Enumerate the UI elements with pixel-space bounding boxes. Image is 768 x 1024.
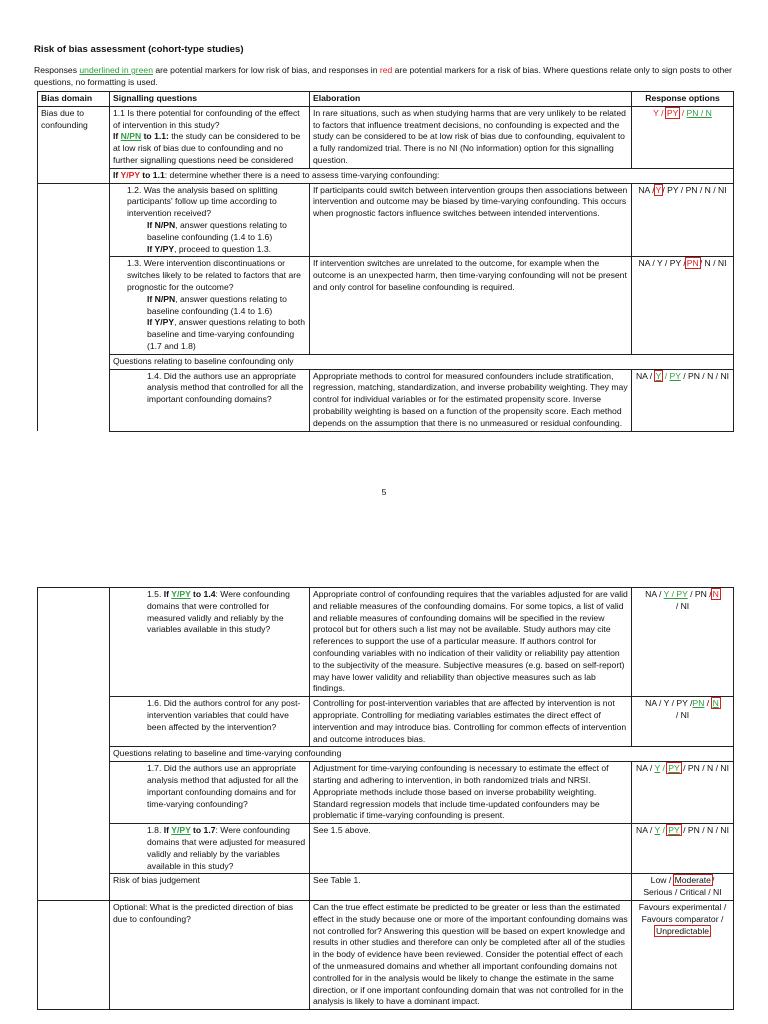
question-1-1-note xyxy=(113,131,306,166)
header-response-options: Response options xyxy=(632,92,734,107)
judgement-response xyxy=(632,874,734,901)
resp-unpredictable-selected: Unpredictable xyxy=(655,925,710,936)
response-1-3 xyxy=(632,257,734,354)
optional-question: Optional: What is the predicted direction of bias due to confounding? xyxy=(110,900,310,1009)
page-6 xyxy=(0,584,768,1024)
row-judgement xyxy=(38,874,734,901)
intro-green-term: underlined in green xyxy=(79,65,153,75)
response-1-5 xyxy=(632,588,734,697)
elaboration-1-2: If participants could switch between intervention groups then associations between intervention and outcome may be biased by time-varying confounding. This occurs when prognostic factors influence switches between intended interventions. xyxy=(310,183,632,257)
intro-text-1: Responses xyxy=(34,65,80,75)
q-num: 1.5. xyxy=(147,589,164,599)
if-rest: to 1.1: xyxy=(141,131,169,142)
row-q1-6 xyxy=(38,697,734,747)
elaboration-1-7: Adjustment for time-varying confounding is necessary to estimate the effect of starting and adhering to intervention, in both randomized trials and NRSI. Appropriate methods include those based on inverse probability weighting. Standard regression models that include time-updated confounders may be problematic if time-varying confounding is present. xyxy=(310,762,632,824)
resp-favours: Favours experimental / Favours comparator / xyxy=(638,901,727,924)
resp-sep: / xyxy=(658,107,666,118)
q-text: : Were confounding domains that were adjusted for measured validly and reliably by the variables available in this study? xyxy=(147,825,306,871)
resp-y-selected: Y xyxy=(655,370,662,381)
q-text: : Were confounding domains that were controlled for measured validly and reliably by the variables available in this study? xyxy=(147,589,290,635)
question-1-1-text: 1.1 Is there potential for confounding of the effect of intervention in this study? xyxy=(113,107,300,130)
domain-cell-blank-3 xyxy=(38,900,110,1009)
resp-ni: / NI xyxy=(675,709,690,720)
resp-ni: / NI xyxy=(675,600,690,611)
question-1-2-if1 xyxy=(113,220,306,244)
if-npn-text: , answer questions relating to baseline confounding (1.4 to 1.6) xyxy=(147,293,287,316)
intro-paragraph xyxy=(34,65,744,88)
span1-text: : determine whether there is a need to assess time-varying confounding: xyxy=(164,169,440,180)
header-signalling-questions: Signalling questions xyxy=(110,92,310,107)
resp-rest: / PN / N / NI xyxy=(683,763,729,774)
resp-rest: / PN / N / NI xyxy=(683,370,730,381)
resp-py-selected: PY xyxy=(666,107,679,118)
question-1-6-text: 1.6. Did the authors control for any post-intervention variables that could have been affected by the intervention? xyxy=(147,698,301,732)
response-1-7: NA / Y / PY / PN / N / NI xyxy=(632,762,734,824)
if-code-npn: N/PN xyxy=(120,131,142,142)
resp-pn: PN xyxy=(692,698,705,709)
response-1-4: NA / Y / PY / PN / N / NI xyxy=(632,369,734,431)
if-ypy-text: , answer questions relating to both baseline and time-varying confounding (1.7 and 1.8) xyxy=(147,317,305,351)
table-header-row xyxy=(38,92,734,107)
judgement-label: Risk of bias judgement xyxy=(110,874,310,901)
row-span-3 xyxy=(38,747,734,762)
resp-sep: / xyxy=(704,698,712,709)
span1-prefix: If xyxy=(113,169,121,180)
question-1-3 xyxy=(110,257,310,354)
resp-pn-selected: PN xyxy=(686,258,699,269)
row-q1-7 xyxy=(38,762,734,824)
if-prefix: If xyxy=(163,589,172,599)
question-1-3-if1 xyxy=(113,294,306,318)
question-1-8 xyxy=(110,824,310,874)
row-q1-2 xyxy=(38,183,734,257)
row-optional xyxy=(38,900,734,1009)
question-1-7 xyxy=(110,762,310,824)
intro-red-term: red xyxy=(379,65,393,75)
if-npn-label: If N/PN xyxy=(147,219,176,230)
if-ypy-text: , proceed to question 1.3. xyxy=(174,243,272,254)
row-span-2 xyxy=(38,354,734,369)
if-prefix: If xyxy=(113,131,121,142)
response-1-2 xyxy=(632,183,734,257)
resp-y: Y xyxy=(654,763,661,774)
question-1-3-if2 xyxy=(113,317,306,352)
optional-elaboration: Can the true effect estimate be predicted to be greater or less than the estimated effect in the study because one or more of the important confounding domains was not controlled for? Answering this question will be based on expert knowledge and results in other studies and therefore can only be completed after all of the studies in the body of evidence have been reviewed. Consider the potential effect of each of the unmeasured domains and whether all important confounding domains not controlled for in the analysis would be likely to change the estimate in the same direction, or if one important confounding domain that was not controlled for in the analysis is likely to have a dominant impact. xyxy=(310,900,632,1009)
if-rest: to 1.7 xyxy=(190,825,216,836)
resp-na: NA / xyxy=(645,589,662,599)
elaboration-1-4: Appropriate methods to control for measured confounders include stratification, regression, matching, standardization, and inverse probability weighting. They may control for individual variables or for the estimated propensity score. Inverse probability weighting is based on a function of the propensity score. Each method depends on the assumption that there is no unmeasured or residual confounding. xyxy=(310,369,632,431)
elaboration-1-8: See 1.5 above. xyxy=(310,824,632,874)
if-npn-text: , answer questions relating to baseline confounding (1.4 to 1.6) xyxy=(147,219,287,242)
question-1-4-text: 1.4. Did the authors use an appropriate analysis method that controlled for all the important confounding domains? xyxy=(147,370,304,405)
header-bias-domain: Bias domain xyxy=(38,92,110,107)
header-elaboration: Elaboration xyxy=(310,92,632,107)
judgement-elaboration: See Table 1. xyxy=(310,874,632,901)
rob-table-page1 xyxy=(37,91,734,432)
resp-low: Low / xyxy=(650,875,672,886)
question-1-2-if2 xyxy=(113,244,306,256)
response-1-1 xyxy=(632,106,734,168)
resp-rest: / PY / PN / N / NI xyxy=(662,184,727,195)
resp-py-selected: PY xyxy=(668,825,680,836)
row-q1-3 xyxy=(38,257,734,354)
resp-rest: / Serious / Critical / NI xyxy=(643,875,722,898)
page-gap xyxy=(0,520,768,584)
resp-rest: / N / NI xyxy=(699,258,727,269)
row-q1-4 xyxy=(38,369,734,431)
resp-na-y-py: NA / Y / PY / xyxy=(645,698,693,709)
question-1-8-text xyxy=(113,825,306,872)
resp-n-selected: N xyxy=(712,698,719,709)
domain-cell-blank-2 xyxy=(38,588,110,901)
span-row-2: Questions relating to baseline confounding only xyxy=(110,354,734,369)
span-row-3: Questions relating to baseline and time-varying confounding xyxy=(110,747,734,762)
resp-na: NA / xyxy=(635,370,653,381)
resp-py: PY xyxy=(669,370,681,381)
question-1-2-text: 1.2. Was the analysis based on splitting participants' follow up time according to intervention received? xyxy=(127,184,278,219)
optional-response xyxy=(632,900,734,1009)
span1-rest: to 1.1 xyxy=(139,169,165,180)
rob-table-page2 xyxy=(37,587,734,1010)
intro-text-2: are potential markers for low risk of bias, and responses in xyxy=(152,65,380,75)
resp-na-y-py: NA / Y / PY / xyxy=(638,258,686,269)
resp-n-selected: N xyxy=(712,589,719,599)
response-1-8: NA / Y / PY / PN / N / NI xyxy=(632,824,734,874)
resp-y-selected: Y xyxy=(655,184,662,195)
resp-pn: / PN / xyxy=(687,589,712,599)
if-code: Y/PY xyxy=(171,825,191,836)
resp-sep-2: / xyxy=(679,107,687,118)
if-npn-label: If N/PN xyxy=(147,293,176,304)
row-span-1 xyxy=(38,168,734,183)
if-ypy-label: If Y/PY xyxy=(147,243,175,254)
elaboration-1-3: If intervention switches are unrelated to the outcome, for example when the outcome is an unexpected harm, then time-varying confounding will not be present and only control for baseline confounding is required. xyxy=(310,257,632,354)
span1-code: Y/PY xyxy=(120,169,140,180)
span-row-1 xyxy=(110,168,734,183)
elaboration-1-5: Appropriate control of confounding requires that the variables adjusted for are valid and reliable measures of the confounding domains. For some topics, a list of valid and reliable measures of confounding domains will be specified in the review protocol but for others such a list may not be available. Study authors may cite references to support the use of a particular measure. If authors control for confounding variables with no indication of their validity or reliability pay attention to the subjectivity of the measure. Subjective measures (e.g. based on self-report) may have lower validity and reliability than objective measures such as lab findings. xyxy=(310,588,632,697)
if-code: Y/PY xyxy=(171,589,191,599)
resp-na: NA / xyxy=(636,825,653,836)
question-1-4 xyxy=(110,369,310,431)
question-1-6 xyxy=(110,697,310,747)
question-1-3-text: 1.3. Were intervention discontinuations or switches likely to be related to factors that are prognostic for the outcome? xyxy=(127,258,301,292)
question-1-7-text: 1.7. Did the authors use an appropriate analysis method that adjusted for all the important confounding domains and for time-varying confounding? xyxy=(147,763,299,809)
elaboration-1-6: Controlling for post-intervention variables that are affected by intervention is not appropriate. Controlling for mediating variables estimates the direct effect of intervention and may introduce bias. Controlling for common effects of intervention and outcome introduces bias. xyxy=(310,697,632,747)
resp-pn-n: PN / N xyxy=(686,107,712,118)
question-1-5 xyxy=(110,588,310,697)
resp-y: Y xyxy=(654,825,661,836)
if-text: the study can be considered to be at low risk of bias due to confounding and no further signalling questions need be considered xyxy=(113,131,301,165)
row-q1-8 xyxy=(38,824,734,874)
resp-moderate-selected: Moderate xyxy=(674,875,711,886)
page-number: 5 xyxy=(381,487,387,497)
resp-na: NA / xyxy=(638,184,655,195)
domain-label: Bias due to confounding xyxy=(38,106,110,183)
if-ypy-label: If Y/PY xyxy=(147,317,175,328)
if-prefix: If xyxy=(163,825,172,836)
intro-text-3: are potential markers for a risk of bias. Where questions relate only to sign posts to other questions, no formatting is used. xyxy=(34,65,732,87)
resp-rest: / PN / N / NI xyxy=(683,825,729,836)
question-1-5-text xyxy=(113,589,306,636)
resp-na: NA / xyxy=(636,763,653,774)
question-1-2 xyxy=(110,183,310,257)
resp-y-py: Y / PY xyxy=(663,589,688,599)
row-q1-5 xyxy=(38,588,734,697)
resp-py-selected: PY xyxy=(668,763,680,774)
resp-y: Y xyxy=(653,107,659,118)
q-num: 1.8. xyxy=(147,825,164,836)
domain-cell-blank xyxy=(38,183,110,431)
elaboration-1-1: In rare situations, such as when studying harms that are very unlikely to be related to factors that influence treatment decisions, no confounding is expected and the study can be considered to be at low risk of bias due to confounding, equivalent to a fully randomized trial. There is no NI (No information) option for this signalling question. xyxy=(310,106,632,168)
page-title: Risk of bias assessment (cohort-type studies) xyxy=(34,44,244,55)
if-rest: to 1.4 xyxy=(190,589,216,599)
question-1-1 xyxy=(110,106,310,168)
response-1-6 xyxy=(632,697,734,747)
row-q1-1 xyxy=(38,106,734,168)
